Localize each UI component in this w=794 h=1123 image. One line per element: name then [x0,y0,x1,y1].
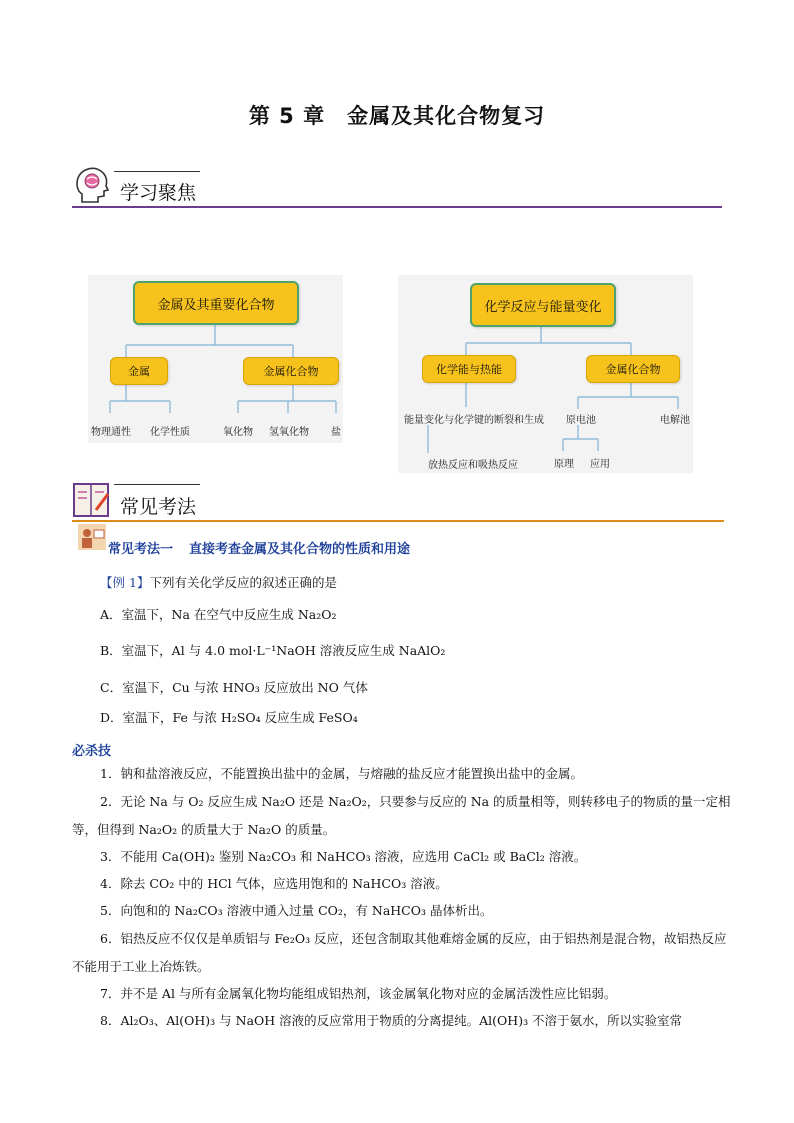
leaf-exo-endo: 放热反应和吸热反应 [428,460,518,471]
leaf-application: 应用 [590,459,610,470]
node-metal-compounds: 金属化合物 [243,357,339,385]
tip-6: 6．铝热反应不仅仅是单质铝与 Fe₂O₃ 反应，还包含制取其他难熔金属的反应，由于铝热剂是混合物，故铝热反应不能用于工业上冶炼铁。 [72,931,727,974]
notebook-icon [72,480,112,520]
method-heading [108,538,410,557]
node-metal: 金属 [110,357,168,385]
leaf-physical: 物理通性 [91,427,131,438]
leaf-principle: 原理 [554,459,574,470]
page-title: 第 5 章 金属及其化合物复习 [248,104,546,128]
section-title-exam: 常见考法 [120,496,197,518]
method-title: 直接考查金属及其化合物的性质和用途 [189,542,411,557]
section-top-rule [114,484,200,485]
node-metals-compounds: 金属及其重要化合物 [133,281,299,325]
tip-4: 4．除去 CO₂ 中的 HCl 气体，应选用饱和的 NaHCO₃ 溶液。 [100,876,448,891]
leaf-oxide: 氧化物 [223,427,253,438]
concept-map-energy [398,275,693,473]
tip-7: 7．并不是 Al 与所有金属氧化物均能组成铝热剂，该金属氧化物对应的金属活泼性应比铝弱。 [100,986,617,1001]
section-top-rule [114,171,200,172]
example-question-text: 下列有关化学反应的叙述正确的是 [149,575,337,590]
node-reaction-energy: 化学反应与能量变化 [470,283,616,327]
leaf-galvanic: 原电池 [566,415,596,426]
leaf-salt: 盐 [331,427,341,438]
section-divider [72,206,722,208]
tips-heading: 必杀技 [72,744,112,759]
section-divider [72,520,724,522]
method-label: 常见考法一 [108,542,174,557]
tip-1: 1．钠和盐溶液反应，不能置换出盐中的金属，与熔融的盐反应才能置换出盐中的金属。 [100,766,583,781]
tip-5: 5．向饱和的 Na₂CO₃ 溶液中通入过量 CO₂，有 NaHCO₃ 晶体析出。 [100,903,493,918]
example-tag: 【例 1】 [100,575,150,590]
tip-3: 3．不能用 Ca(OH)₂ 鉴别 Na₂CO₃ 和 NaHCO₃ 溶液，应选用 CaCl₂ 或 BaCl₂ 溶液。 [100,849,587,864]
node-chem-heat: 化学能与热能 [422,355,516,383]
leaf-bond-energy: 能量变化与化学键的断裂和生成 [404,415,544,426]
option-a: A．室温下，Na 在空气中反应生成 Na₂O₂ [100,607,337,622]
leaf-chemical: 化学性质 [150,427,190,438]
option-d: D．室温下，Fe 与浓 H₂SO₄ 反应生成 FeSO₄ [100,710,358,725]
leaf-electrolytic: 电解池 [660,415,690,426]
tip-2: 2．无论 Na 与 O₂ 反应生成 Na₂O 还是 Na₂O₂，只要参与反应的 Na 的质量相等，则转移电子的物质的量一定相等，但得到 Na₂O₂ 的质量大于 Na₂O 的质量。 [72,794,731,837]
tip-8: 8．Al₂O₃、Al(OH)₃ 与 NaOH 溶液的反应常用于物质的分离提纯。Al(OH)₃ 不溶于氨水，所以实验室常 [100,1013,683,1028]
section-title-focus: 学习聚焦 [120,182,197,204]
concept-map-metals [88,275,343,443]
option-c: C．室温下，Cu 与浓 HNO₃ 反应放出 NO 气体 [100,680,368,695]
head-brain-icon [74,166,110,206]
node-metal-compounds-2: 金属化合物 [586,355,680,383]
leaf-hydroxide: 氢氧化物 [269,427,309,438]
example-question [100,575,337,591]
teacher-icon [78,524,106,550]
option-b: B．室温下，Al 与 4.0 mol·L⁻¹NaOH 溶液反应生成 NaAlO₂ [100,643,446,658]
